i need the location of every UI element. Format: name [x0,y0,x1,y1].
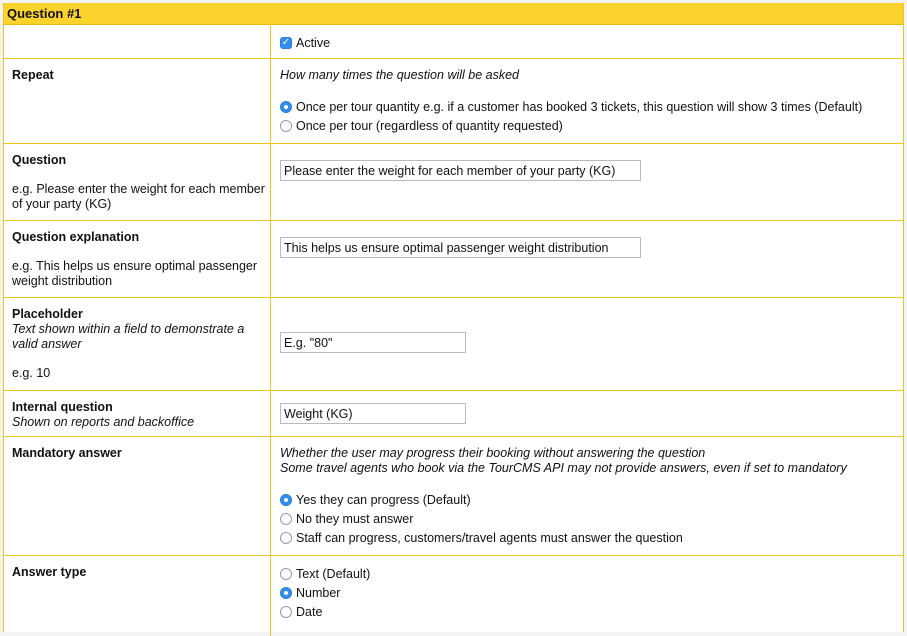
placeholder-label: Placeholder [12,307,83,321]
answer-type-option-label: Date [296,604,323,619]
mandatory-radio-yes[interactable] [280,494,292,506]
internal-sub: Shown on reports and backoffice [12,415,195,429]
question-panel [3,3,904,632]
mandatory-option[interactable] [280,528,903,547]
answer-type-row [4,556,903,636]
active-label: Active [296,35,331,50]
mandatory-note: Whether the user may progress their booking without answering the question [280,446,706,460]
mandatory-radio-staff[interactable] [280,532,292,544]
active-row [4,25,903,59]
answer-type-radio-date[interactable] [280,606,292,618]
mandatory-option[interactable] [280,509,903,528]
explanation-row [4,221,903,298]
mandatory-option-label: Staff can progress, customers/travel agents must answer the question [296,530,683,545]
placeholder-row [4,298,903,391]
answer-type-radio-text[interactable] [280,568,292,580]
answer-type-option[interactable] [280,583,903,602]
question-input[interactable] [280,160,641,181]
placeholder-hint: e.g. 10 [12,366,51,380]
answer-type-label: Answer type [12,565,87,579]
mandatory-option-label: No they must answer [296,511,414,526]
mandatory-label: Mandatory answer [12,446,122,460]
answer-type-option[interactable] [280,602,903,621]
internal-label: Internal question [12,400,113,414]
answer-type-option[interactable] [280,564,903,583]
explanation-input[interactable] [280,237,641,258]
explanation-label: Question explanation [12,230,140,244]
mandatory-radio-no[interactable] [280,513,292,525]
question-hint: e.g. Please enter the weight for each member of your party (KG) [12,182,265,211]
mandatory-note-api: Some travel agents who book via the TourCMS API may not provide answers, even if set to mandatory [280,461,847,475]
mandatory-row [4,437,903,556]
answer-type-option-label: Text (Default) [296,566,371,581]
internal-input[interactable] [280,403,466,424]
question-row [4,144,903,221]
repeat-row [4,59,903,144]
repeat-option[interactable] [280,97,903,116]
mandatory-option[interactable] [280,490,903,509]
question-label: Question [12,153,67,167]
repeat-label: Repeat [12,68,54,82]
repeat-note: How many times the question will be asked [280,68,520,82]
repeat-option-label: Once per tour quantity e.g. if a customer has booked 3 tickets, this question will show 3 times (Default) [296,99,863,114]
repeat-option-label: Once per tour (regardless of quantity requested) [296,118,563,133]
active-checkbox[interactable]: ✓ [281,36,291,48]
placeholder-input[interactable] [280,332,466,353]
mandatory-option-label: Yes they can progress (Default) [296,492,471,507]
explanation-hint: e.g. This helps us ensure optimal passenger weight distribution [12,259,258,288]
placeholder-sub: Text shown within a field to demonstrate a valid answer [12,322,245,351]
repeat-radio-per-quantity[interactable] [280,101,292,113]
repeat-option[interactable] [280,116,903,135]
repeat-radio-per-tour[interactable] [280,120,292,132]
active-option[interactable] [280,35,903,50]
internal-row [4,391,903,437]
answer-type-radio-number[interactable] [280,587,292,599]
question-header: Question #1 [4,3,903,25]
answer-type-option-label: Number [296,585,341,600]
